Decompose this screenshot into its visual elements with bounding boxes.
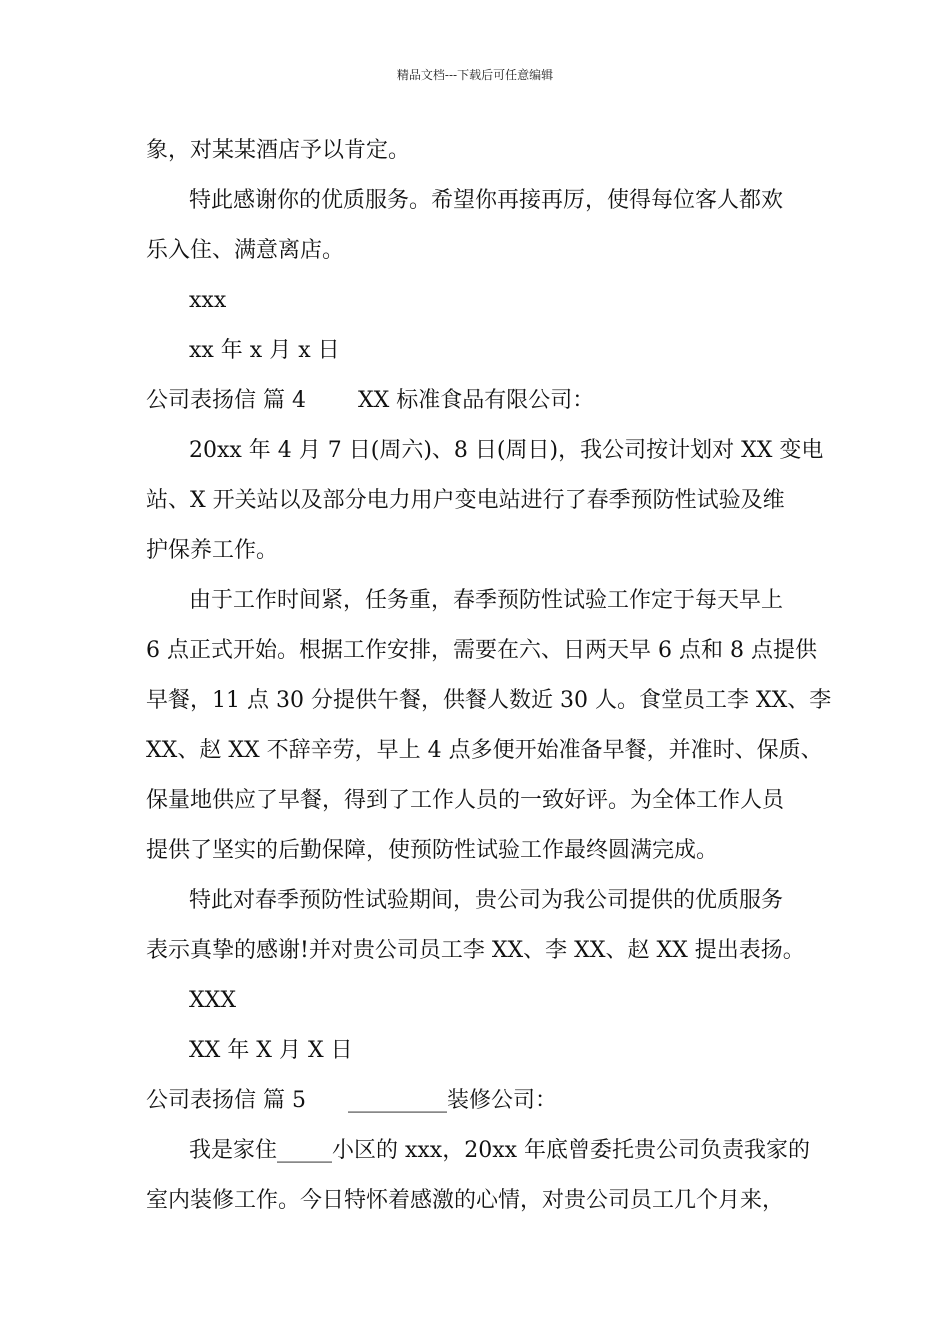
text-line: 特此对春季预防性试验期间，贵公司为我公司提供的优质服务	[189, 888, 784, 913]
signature-date: xx 年 x 月 x 日	[189, 338, 340, 363]
section-title: 公司表扬信 篇 5	[146, 1088, 306, 1113]
text-line: 乐入住、满意离店。	[146, 238, 345, 263]
text-line: 早餐，11 点 30 分提供午餐，供餐人数近 30 人。食堂员工李 XX、李	[146, 688, 832, 713]
recipient: _________装修公司：	[347, 1088, 557, 1113]
recipient: XX 标准食品有限公司：	[357, 388, 595, 413]
text-line: 我是家住_____小区的 xxx，20xx 年底曾委托贵公司负责我家的	[189, 1138, 811, 1163]
text-line: 提供了坚实的后勤保障，使预防性试验工作最终圆满完成。	[146, 838, 719, 863]
text-line: 室内装修工作。今日特怀着感激的心情，对贵公司员工几个月来，	[146, 1188, 785, 1213]
signature-name: XXX	[189, 988, 236, 1013]
section-heading	[146, 1086, 826, 1116]
text-line: 站、X 开关站以及部分电力用户变电站进行了春季预防性试验及维	[146, 488, 785, 513]
section-heading	[146, 386, 826, 416]
text-line: XX、赵 XX 不辞辛劳，早上 4 点多便开始准备早餐，并准时、保质、	[146, 738, 823, 763]
text-line: 由于工作时间紧，任务重，春季预防性试验工作定于每天早上	[189, 588, 784, 613]
text-line: 6 点正式开始。根据工作安排，需要在六、日两天早 6 点和 8 点提供	[146, 638, 817, 663]
text-line: 保量地供应了早餐，得到了工作人员的一致好评。为全体工作人员	[146, 788, 785, 813]
signature-date: XX 年 X 月 X 日	[189, 1038, 353, 1063]
text-line: 表示真挚的感谢!并对贵公司员工李 XX、李 XX、赵 XX 提出表扬。	[146, 938, 805, 963]
text-line: 象，对某某酒店予以肯定。	[146, 138, 411, 163]
text-line: 20xx 年 4 月 7 日(周六)、8 日(周日)，我公司按计划对 XX 变电	[189, 438, 824, 463]
page-header: 精品文档---下载后可任意编辑	[396, 68, 554, 82]
signature-name: xxx	[189, 288, 227, 313]
text-line: 特此感谢你的优质服务。希望你再接再厉，使得每位客人都欢	[189, 188, 784, 213]
section-title: 公司表扬信 篇 4	[146, 388, 306, 413]
text-line: 护保养工作。	[146, 538, 279, 563]
